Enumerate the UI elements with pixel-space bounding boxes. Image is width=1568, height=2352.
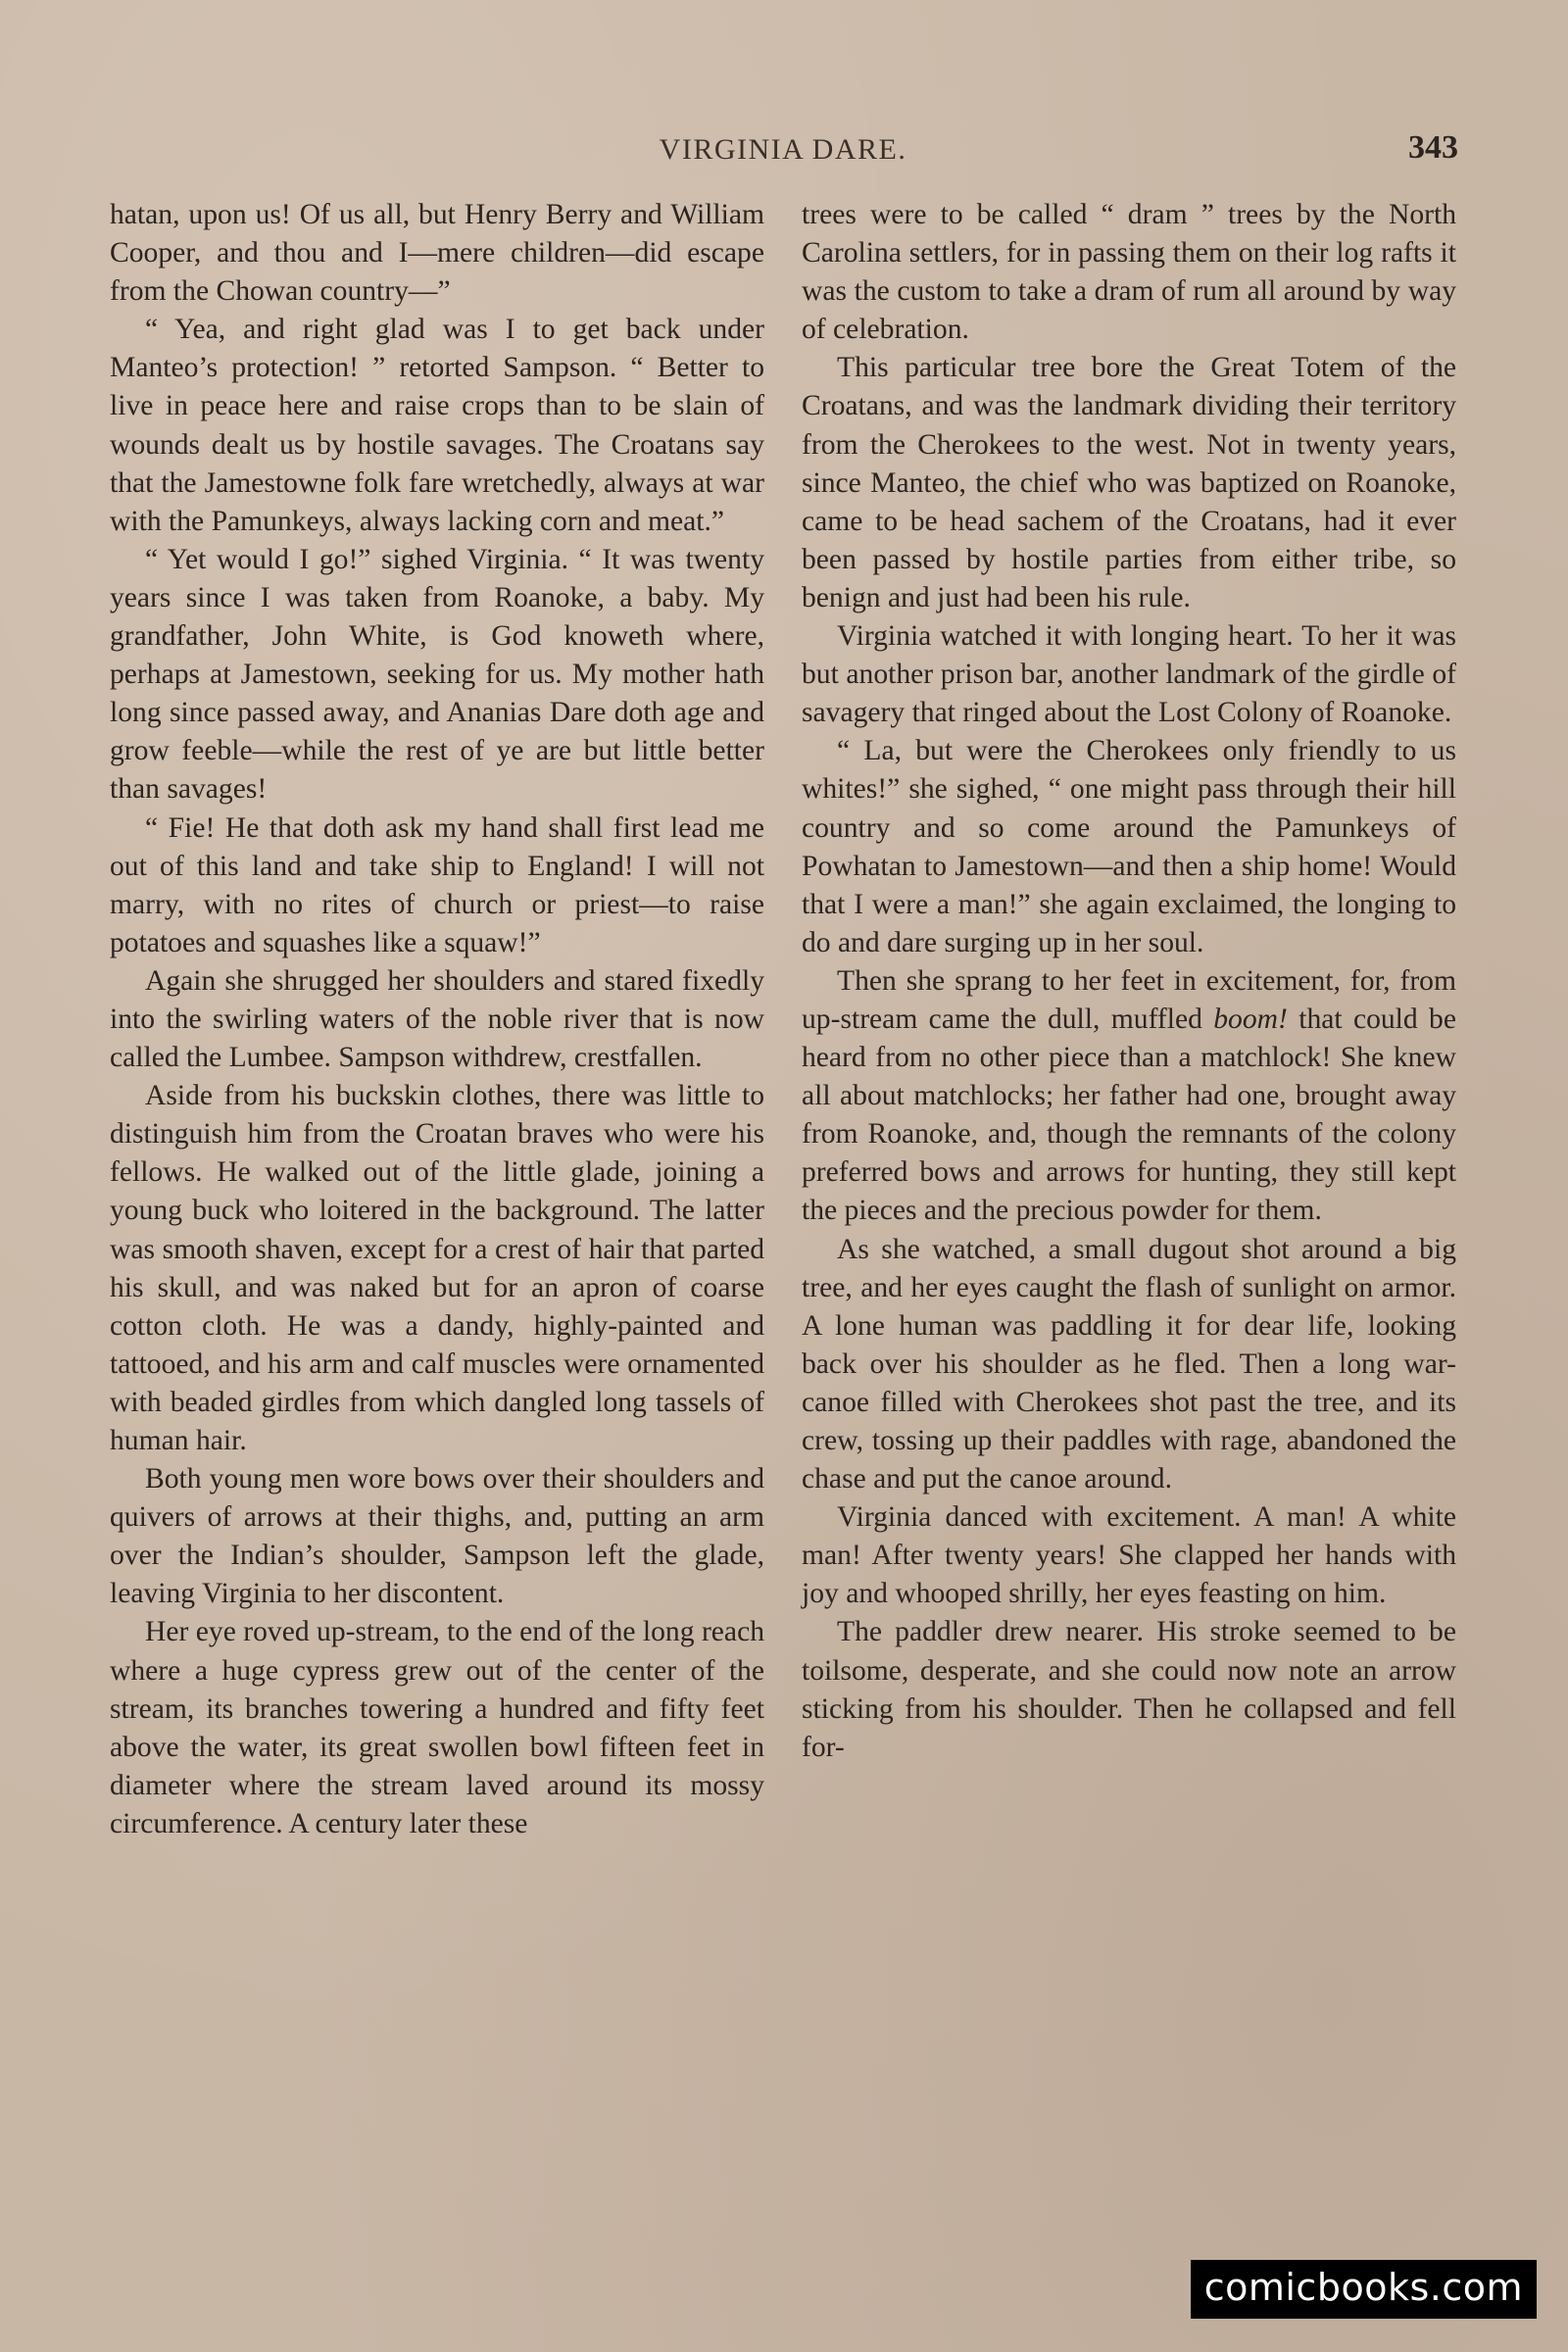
paragraph: hatan, upon us! Of us all, but Henry Berry and William Cooper, and thou and I—mere children—did escape from the Chowan country—”: [110, 199, 764, 308]
paragraph: The paddler drew nearer. His stroke seemed to be toilsome, desperate, and she could now note an arrow sticking from his shoulder. Then he collapsed and fell for-: [802, 1616, 1456, 1763]
running-title: VIRGINIA DARE.: [659, 133, 907, 166]
paragraph: “ Yet would I go!” sighed Virginia. “ It was twenty years since I was taken from Roanoke, a baby. My grandfather, John White, is God knoweth where, perhaps at Jamestown, seeking for us. My mother hath long since passed away, and Ananias Dare doth age and grow feeble—while the rest of ye are but little better than savages!: [110, 543, 764, 806]
paragraph: Aside from his buckskin clothes, there was little to distinguish him from the Croatan braves who were his fellows. He walked out of the little glade, joining a young buck who loitered in the background. The latter was smooth shaven, except for a crest of hair that parted his skull, and was naked but for an apron of coarse cotton cloth. He was a dandy, highly-painted and tattooed, and his arm and calf muscles were ornamented with beaded girdles from which dangled long tassels of human hair.: [110, 1080, 764, 1456]
paragraph: Again she shrugged her shoulders and stared fixedly into the swirling waters of the noble river that is now called the Lumbee. Sampson withdrew, crestfallen.: [110, 964, 764, 1074]
right-column: [802, 196, 1456, 1767]
paragraph-text: Then she sprang to her feet in excitement, for, from up-stream came the dull, muffled: [802, 964, 1456, 1035]
paragraph: This particular tree bore the Great Totem of the Croatans, and was the landmark dividing their territory from the Cherokees to the west. Not in twenty years, since Manteo, the chief who was baptized on Roanoke, came to be head sachem of the Croatans, had it ever been passed by hostile parties from either tribe, so benign and just had been his rule.: [802, 352, 1456, 613]
paragraph: trees were to be called “ dram ” trees by the North Carolina settlers, for in passing them on their log rafts it was the custom to take a dram of rum all around by way of celebration.: [802, 199, 1456, 346]
paragraph: As she watched, a small dugout shot around a big tree, and her eyes caught the flash of sunlight on armor. A lone human was paddling it for dear life, looking back over his shoulder as he fled. Then a long war-canoe filled with Cherokees shot past the tree, and its crew, tossing up their paddles with rage, abandoned the chase and put the canoe around.: [802, 1233, 1456, 1495]
paragraph: Virginia watched it with longing heart. To her it was but another prison bar, another landmark of the girdle of savagery that ringed about the Lost Colony of Roanoke.: [802, 620, 1456, 729]
paragraph: [802, 962, 1456, 1231]
page-number: 343: [1408, 129, 1458, 166]
left-column: [110, 196, 764, 1843]
paragraph: “ Fie! He that doth ask my hand shall first lead me out of this land and take ship to England! I will not marry, with no rites of church or priest—to raise potatoes and squashes like a squaw!”: [110, 811, 764, 958]
paragraph: Both young men wore bows over their shoulders and quivers of arrows at their thighs, and, putting an arm over the Indian’s shoulder, Sampson left the glade, leaving Virginia to her discontent.: [110, 1463, 764, 1610]
running-head: [108, 129, 1458, 172]
paragraph: “ La, but were the Cherokees only friendly to us whites!” she sighed, “ one might pass through their hill country and so come around the Pamunkeys of Powhatan to Jamestown—and then a ship home! Would that I were a man!” she again exclaimed, the longing to do and dare surging up in her soul.: [802, 735, 1456, 958]
paragraph-text: that could be heard from no other piece than a matchlock! She knew all about matchlocks; her father had one, brought away from Roanoke, and, though the remnants of the colony preferred bows and arrows for hunting, they still kept the pieces and the precious powder for them.: [802, 1003, 1456, 1227]
paragraph: “ Yea, and right glad was I to get back under Manteo’s protection! ” retorted Sampson. “ Better to live in peace here and raise crops than to be slain of wounds dealt us by hostile savages. The Croatans say that the Jamestowne folk fare wretchedly, always at war with the Pamunkeys, always lacking corn and meat.”: [110, 314, 764, 537]
paragraph: Virginia danced with excitement. A man! A white man! After twenty years! She clapped her hands with joy and whooped shrilly, her eyes feasting on him.: [802, 1501, 1456, 1610]
emphasis-text: boom!: [1213, 1003, 1288, 1035]
paragraph: Her eye roved up-stream, to the end of the long reach where a huge cypress grew out of the center of the stream, its branches towering a hundred and fifty feet above the water, its great swollen bowl fifteen feet in diameter where the stream laved around its mossy circumference. A century later these: [110, 1616, 764, 1839]
watermark-logo: comicbooks.com: [1191, 2260, 1537, 2319]
